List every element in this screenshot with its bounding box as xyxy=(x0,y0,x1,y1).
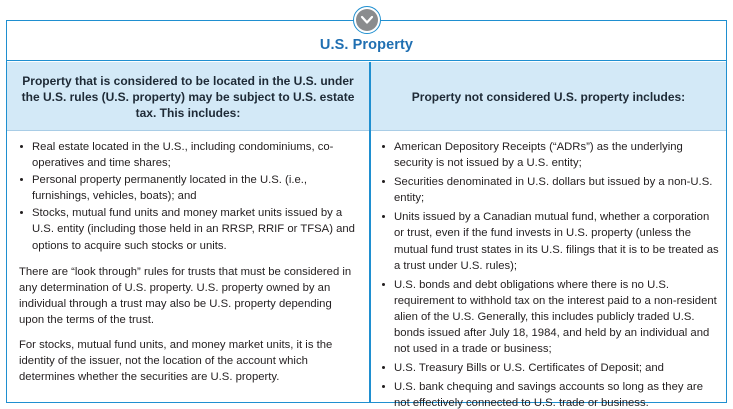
us-property-table xyxy=(6,20,727,409)
list-item-text: U.S. Treasury Bills or U.S. Certificates of Deposit; and xyxy=(394,362,664,375)
header-row xyxy=(7,62,726,131)
issuer-identity-paragraph: For stocks, mutual fund units, and money market units, it is the identity of the issuer, not the location of the account which determines whether the securities are U.S. property. xyxy=(19,339,333,384)
list-item-text: Securities denominated in U.S. dollars but issued by a non-U.S. entity; xyxy=(394,176,713,205)
table-title: U.S. Property xyxy=(319,37,414,53)
bullet-icon xyxy=(382,283,385,286)
list-item-text: Personal property permanently located in the U.S. (i.e., furnishings, vehicles, boats); and xyxy=(32,174,308,203)
list-item-text: Stocks, mutual fund units and money market units issued by a U.S. entity (including those held in an RRSP, RRIF or TFSA) and options to acquire such stocks or units. xyxy=(32,207,355,252)
bullet-icon xyxy=(382,145,385,148)
chevron-badge xyxy=(353,6,381,34)
header-non-us-property: Property not considered U.S. property includes: xyxy=(411,89,686,104)
bullet-icon xyxy=(382,215,385,218)
list-item-text: Units issued by a Canadian mutual fund, whether a corporation or trust, even if the fund invests in U.S. property (unless the mutual fund trust states in its U.S. filings that it is to be treated as a trust under U.S. rules); xyxy=(394,211,719,272)
column-divider xyxy=(369,62,371,402)
list-item xyxy=(381,139,721,171)
non-us-property-column xyxy=(381,139,721,409)
list-item xyxy=(381,209,721,273)
non-us-property-list xyxy=(381,139,721,409)
header-us-property: Property that is considered to be located in the U.S. under the U.S. rules (U.S. property) may be subject to U.S. estate tax. This includes: xyxy=(21,73,355,120)
us-property-column xyxy=(19,139,359,385)
list-item-text: American Depository Receipts (“ADRs”) as the underlying security is not issued by a U.S. entity; xyxy=(394,141,683,170)
list-item-text: U.S. bank chequing and savings accounts so long as they are not effectively connected to U.S. trade or business. xyxy=(394,381,703,409)
bullet-icon xyxy=(382,180,385,183)
bullet-icon xyxy=(20,178,23,181)
list-item xyxy=(381,360,721,376)
us-property-list xyxy=(19,139,359,254)
list-item xyxy=(381,379,721,409)
list-item xyxy=(19,205,359,253)
list-item xyxy=(19,172,359,204)
chevron-down-icon xyxy=(356,9,378,31)
list-item xyxy=(381,277,721,357)
bullet-icon xyxy=(20,211,23,214)
list-item-text: U.S. bonds and debt obligations where there is no U.S. requirement to withhold tax on the interest paid to a non-resident alien of the U.S. Generally, this includes publicly traded U.S. bonds issued after July 18, 1984, and held by an individual and not used in a trade or business; xyxy=(394,278,717,356)
title-divider xyxy=(7,60,726,61)
list-item-text: Real estate located in the U.S., including condominiums, co-operatives and time shares; xyxy=(32,141,334,170)
list-item xyxy=(19,139,359,171)
bullet-icon xyxy=(382,385,385,388)
look-through-paragraph: There are “look through” rules for trusts that must be considered in any determination of U.S. property. U.S. property owned by an individual through a trust may also be U.S. property depending upon the terms of the trust. xyxy=(19,265,352,326)
bullet-icon xyxy=(382,366,385,369)
list-item xyxy=(381,174,721,206)
bullet-icon xyxy=(20,145,23,148)
